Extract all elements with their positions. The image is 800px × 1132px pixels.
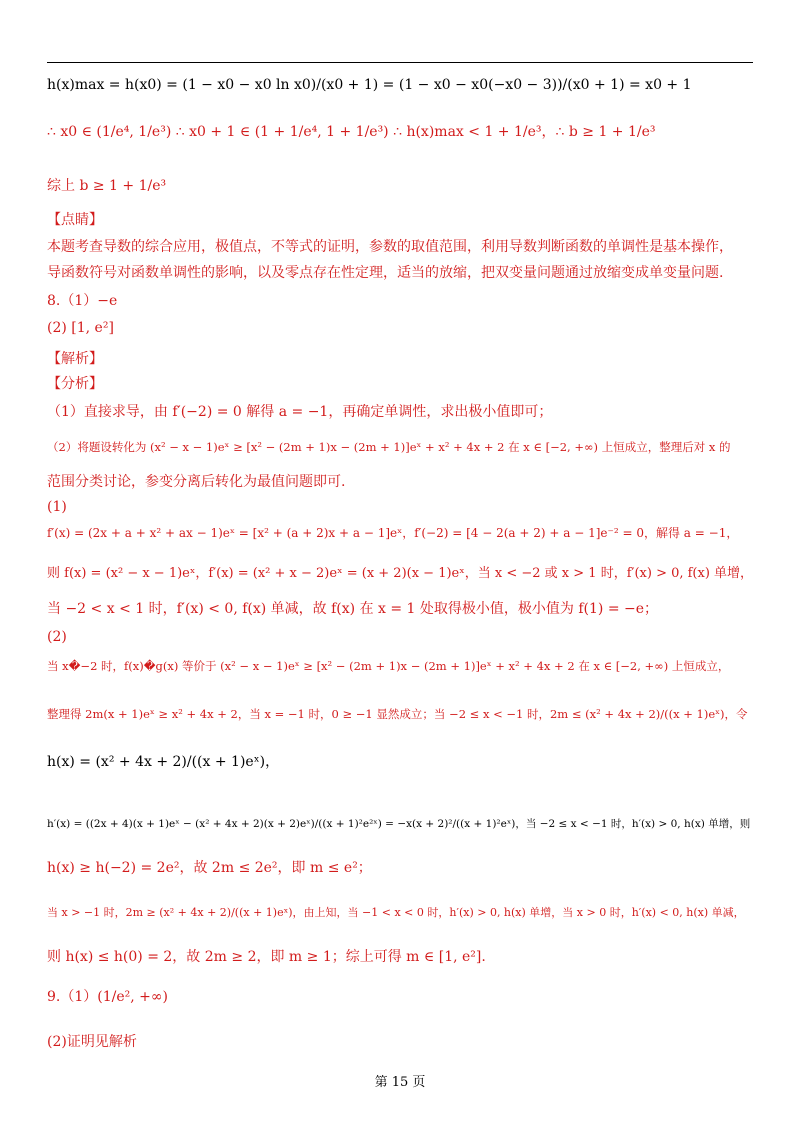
section-heading-fenxi: 【分析】 [47,376,103,392]
text-line: f′(x) = (2x + a + x² + ax − 1)eˣ = [x² + (a + 2)x + a − 1]eˣ，f′(−2) = [4 − 2(a + 2) + a − 1]e⁻² = 0，解得 a = −1， [47,526,739,540]
answer-9-part1: 9.（1）(1/e², +∞) [47,989,169,1005]
text-line: 当 x�−2 时，f(x)�g(x) 等价于 (x² − x − 1)eˣ ≥ [x² − (2m + 1)x − (2m + 1)]eˣ + x² + 4x + 2 在 x ∈ [−2, +∞) 上恒成立， [47,659,730,673]
text-line: （2）将题设转化为 (x² − x − 1)eˣ ≥ [x² − (2m + 1)x − (2m + 1)]eˣ + x² + 4x + 2 在 x ∈ [−2, +∞) 上恒成立，整理后对 x 的 [47,440,731,454]
text-line: （1）直接求导，由 f′(−2) = 0 解得 a = −1，再确定单调性，求出极小值即可； [47,404,553,420]
text-line: h(x) = (x² + 4x + 2)/((x + 1)eˣ)， [47,754,280,770]
text-line: 导函数符号对函数单调性的影响，以及零点存在性定理，适当的放缩，把双变量问题通过放缩变成单变量问题. [47,265,724,281]
answer-9-part2: (2)证明见解析 [47,1034,137,1050]
section-heading-dianjing: 【点睛】 [47,212,103,228]
text-line: 当 x > −1 时，2m ≥ (x² + 4x + 2)/((x + 1)eˣ)，由上知，当 −1 < x < 0 时，h′(x) > 0, h(x) 单增，当 x > 0 时，h′(x) < 0, h(x) 单减， [47,906,745,919]
text-line: 范围分类讨论，参变分离后转化为最值问题即可. [47,474,346,490]
text-line: 整理得 2m(x + 1)eˣ ≥ x² + 4x + 2，当 x = −1 时，0 ≥ −1 显然成立；当 −2 ≤ x < −1 时，2m ≤ (x² + 4x + 2)/((x + 1)eˣ)，令 [47,707,748,721]
text-line: 则 h(x) ≤ h(0) = 2，故 2m ≥ 2，即 m ≥ 1；综上可得 m ∈ [1, e²]. [47,949,486,965]
text-line: 当 −2 < x < 1 时，f′(x) < 0, f(x) 单减，故 f(x) 在 x = 1 处取得极小值，极小值为 f(1) = −e； [47,601,659,617]
text-line: 综上 b ≥ 1 + 1/e³ [47,178,167,194]
answer-8-part1: 8.（1）−e [47,293,118,309]
header-rule [47,62,753,63]
page-number: 第 15 页 [374,1075,426,1090]
part-label: (1) [47,499,67,515]
section-heading-jiexi: 【解析】 [47,351,103,367]
part-label: (2) [47,629,67,645]
text-line: 本题考查导数的综合应用，极值点，不等式的证明，参数的取值范围，利用导数判断函数的单调性是基本操作， [47,239,733,255]
answer-8-part2: (2) [1, e²] [47,320,114,336]
text-line: h(x) ≥ h(−2) = 2e²，故 2m ≤ 2e²，即 m ≤ e²； [47,860,372,876]
text-line: 则 f(x) = (x² − x − 1)eˣ，f′(x) = (x² + x − 2)eˣ = (x + 2)(x − 1)eˣ，当 x < −2 或 x > 1 时，f′(x) > 0, f(x) 单增， [47,566,754,581]
text-line: h′(x) = ((2x + 4)(x + 1)eˣ − (x² + 4x + 2)(x + 2)eˣ)/((x + 1)²e²ˣ) = −x(x + 2)²/((x + 1)²eˣ)，当 −2 ≤ x < −1 时，h′(x) > 0, h(x) 单增，则 [47,818,751,830]
text-line: h(x)max = h(x0) = (1 − x0 − x0 ln x0)/(x0 + 1) = (1 − x0 − x0(−x0 − 3))/(x0 + 1) = x0 + 1 [47,77,692,93]
text-line: ∴ x0 ∈ (1/e⁴, 1/e³) ∴ x0 + 1 ∈ (1 + 1/e⁴, 1 + 1/e³) ∴ h(x)max < 1 + 1/e³，∴ b ≥ 1 + 1/e³ [47,124,656,140]
